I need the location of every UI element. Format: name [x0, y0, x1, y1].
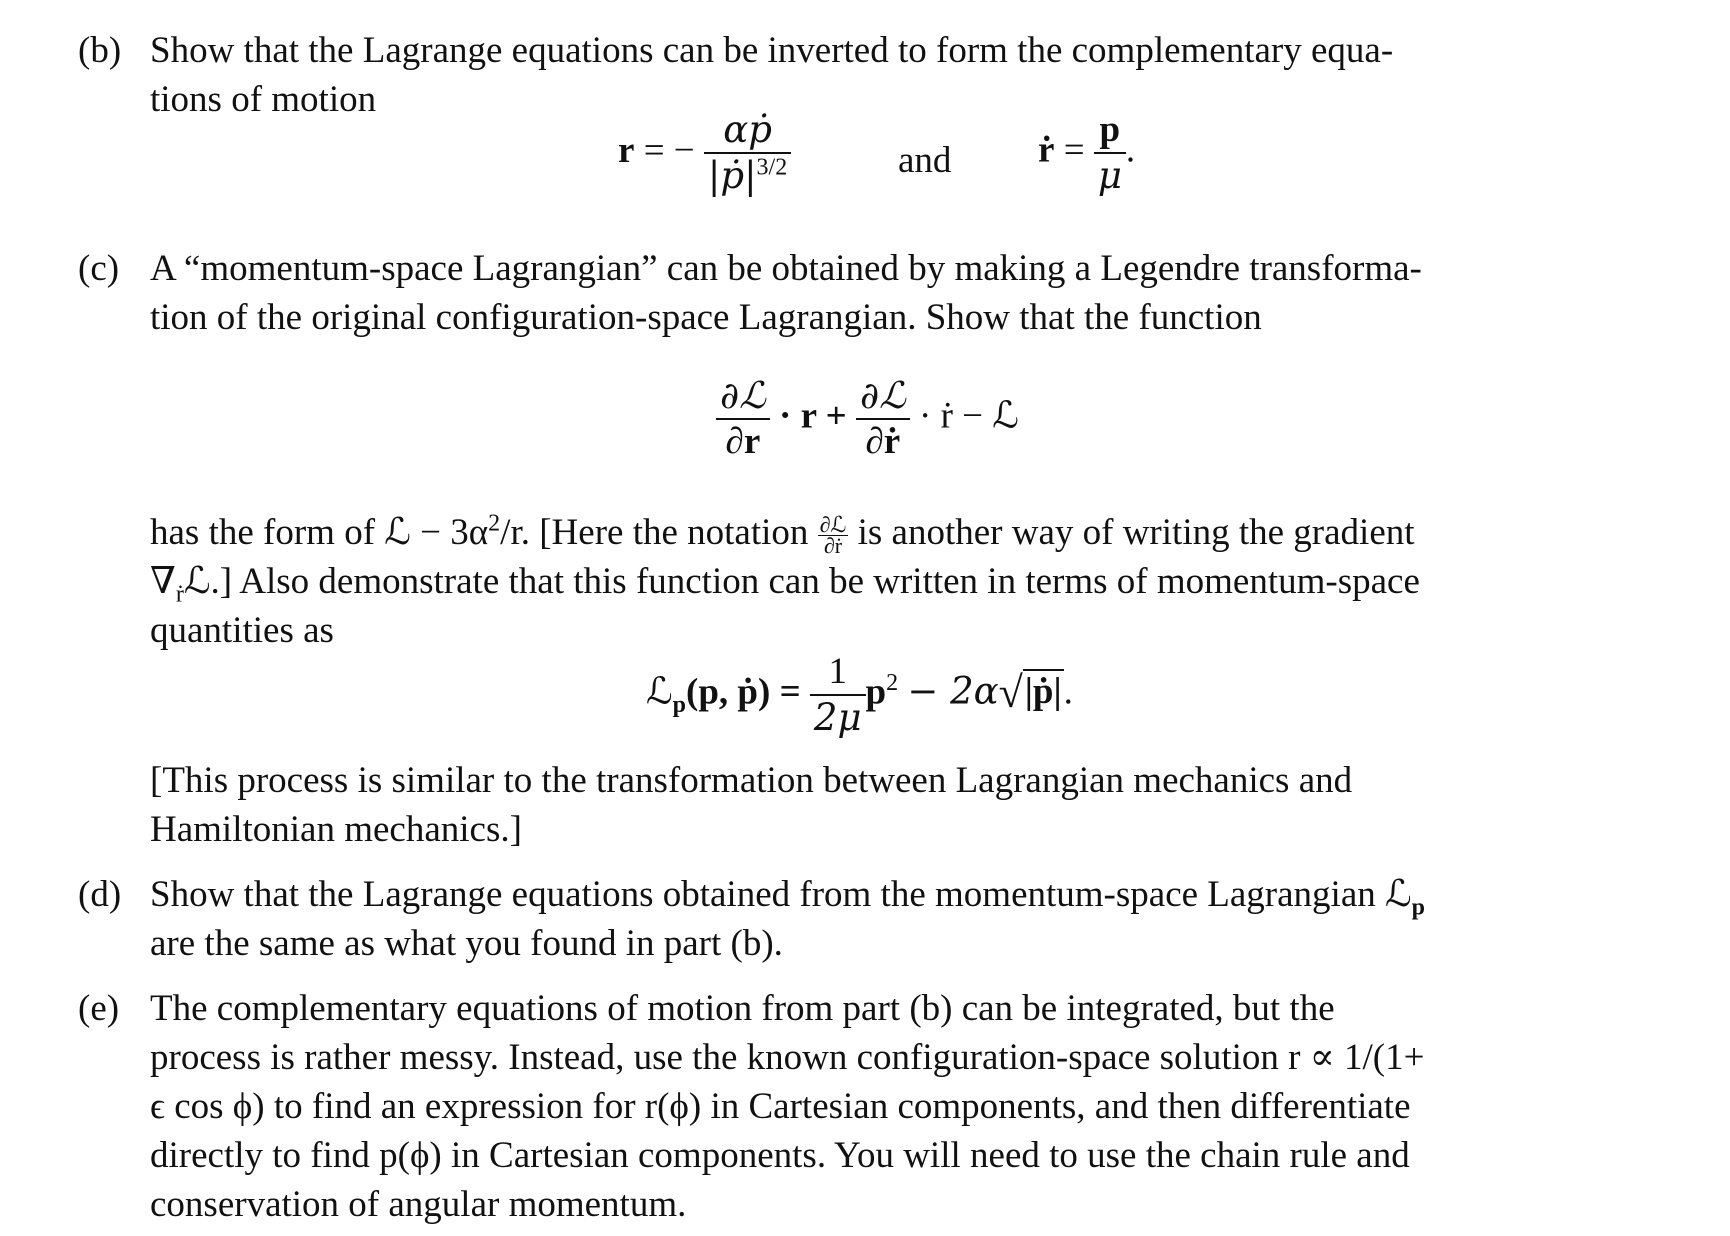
part-c	[78, 244, 1638, 342]
part-c-line-4-nabla: ∇	[150, 561, 176, 602]
part-e-body	[150, 984, 1638, 1229]
part-c-line-1: A “momentum-space Lagrangian” can be obtained by making a Legendre transforma-	[150, 248, 1422, 289]
part-d-line-1	[150, 870, 1638, 919]
part-e-line-4: directly to find p(ϕ) in Cartesian components. You will need to use the chain rule and	[150, 1135, 1410, 1176]
lp-period: .	[1063, 671, 1073, 713]
lp-fraction-num: 1	[810, 652, 866, 696]
eq-rdot-fraction	[1094, 110, 1126, 196]
part-e	[78, 984, 1638, 1229]
sqrt-icon: √	[998, 668, 1023, 718]
part-c-line-3	[150, 508, 1638, 557]
part-d-line-1-a: Show that the Lagrange equations obtained from the momentum-space Lagrangian ℒ	[150, 874, 1412, 915]
equation-r	[618, 110, 791, 197]
notation-fraction-num: ∂ℒ	[819, 512, 847, 538]
part-c-line-3-sup: 2	[488, 510, 501, 537]
part-c-note-body	[150, 756, 1638, 854]
part-d-line-1-sub: p	[1411, 894, 1426, 921]
legendre-frac-2	[856, 376, 910, 462]
eq-rdot-numerator: p	[1094, 110, 1126, 154]
legendre-frac-2-den: ∂ṙ	[865, 421, 901, 462]
part-d-body	[150, 870, 1638, 968]
momentum-lagrangian-equation	[646, 652, 1073, 738]
legendre-frac-1	[716, 376, 770, 462]
part-c-note-line-2: Hamiltonian mechanics.]	[150, 809, 522, 850]
part-e-label: (e)	[78, 988, 120, 1029]
part-c-body	[150, 508, 1638, 655]
part-b-label: (b)	[78, 30, 122, 71]
eq-r-lhs: r	[618, 129, 635, 171]
legendre-frac-1-den: ∂r	[725, 421, 761, 462]
eq-rdot-lhs: ṙ	[1038, 129, 1055, 171]
lp-minus-term: − 2α	[907, 669, 999, 713]
legendre-term-2: · ṙ − ℒ	[919, 395, 1019, 437]
eq-r-denominator: |ṗ|	[707, 154, 757, 197]
notation-fraction	[818, 512, 849, 559]
lp-sqrt	[999, 667, 1064, 717]
eq-rdot-period: .	[1125, 129, 1136, 171]
lp-fraction	[810, 652, 866, 738]
lp-lhs-sub: p	[672, 691, 687, 718]
legendre-term-1: · r +	[779, 395, 847, 437]
part-c-label: (c)	[78, 248, 120, 289]
lp-lhs: ℒ	[646, 671, 673, 713]
legendre-expression	[716, 376, 1019, 462]
part-c-line-4-sub: ṙ	[175, 581, 184, 608]
legendre-frac-1-num: ∂ℒ	[716, 376, 770, 420]
lp-p-squared-exp: 2	[886, 670, 899, 697]
lp-args: (p, ṗ) =	[686, 671, 801, 713]
part-c-continued	[78, 508, 1638, 655]
part-c-line-2: tion of the original configuration-space Lagrangian. Show that the function	[150, 297, 1262, 338]
part-c-line-4-b: ℒ.] Also demonstrate that this function can be written in terms of momentum-space	[183, 561, 1420, 602]
part-e-line-5: conservation of angular momentum.	[150, 1184, 687, 1225]
part-c-intro	[150, 244, 1638, 342]
part-b	[78, 26, 1638, 124]
part-c-line-3-c: is another way of writing the gradient	[857, 512, 1415, 553]
part-c-line-4	[150, 557, 1638, 606]
part-c-note-line-1: [This process is similar to the transformation between Lagrangian mechanics and	[150, 760, 1353, 801]
part-c-line-3-a: has the form of ℒ − 3α	[150, 512, 489, 553]
part-d-line-2: are the same as what you found in part (b).	[150, 923, 783, 964]
word-and: and	[898, 140, 952, 181]
part-b-text	[150, 26, 1638, 124]
part-c-line-5: quantities as	[150, 610, 334, 651]
part-e-line-2: process is rather messy. Instead, use the known configuration-space solution r ∝ 1/(1+	[150, 1037, 1425, 1078]
part-b-line-2: tions of motion	[150, 79, 377, 120]
part-b-line-1: Show that the Lagrange equations can be inverted to form the complementary equa-	[150, 30, 1394, 71]
part-e-line-3: ϵ cos ϕ) to find an expression for r(ϕ) in Cartesian components, and then differentiate	[150, 1086, 1411, 1127]
eq-rdot-denominator: μ	[1097, 154, 1122, 197]
eq-r-equals: = −	[643, 129, 695, 171]
eq-r-fraction	[704, 110, 791, 197]
eq-rdot-equals: =	[1063, 129, 1085, 171]
part-c-line-3-b: /r. [Here the notation	[500, 512, 809, 553]
lp-sqrt-body: |ṗ|	[1024, 671, 1062, 713]
lp-fraction-den: 2μ	[813, 696, 862, 739]
equation-rdot	[1038, 110, 1135, 196]
part-e-line-1: The complementary equations of motion from part (b) can be integrated, but the	[150, 988, 1335, 1029]
lp-p-squared: p	[865, 671, 887, 713]
notation-fraction-den: ∂ṙ	[823, 533, 843, 559]
eq-r-denominator-exp: 3/2	[756, 154, 788, 181]
part-d-label: (d)	[78, 874, 122, 915]
part-c-note	[78, 756, 1638, 854]
eq-r-denominator-wrap	[704, 154, 791, 197]
eq-r-numerator: αṗ	[704, 110, 791, 154]
legendre-frac-2-num: ∂ℒ	[856, 376, 910, 420]
part-d	[78, 870, 1638, 968]
